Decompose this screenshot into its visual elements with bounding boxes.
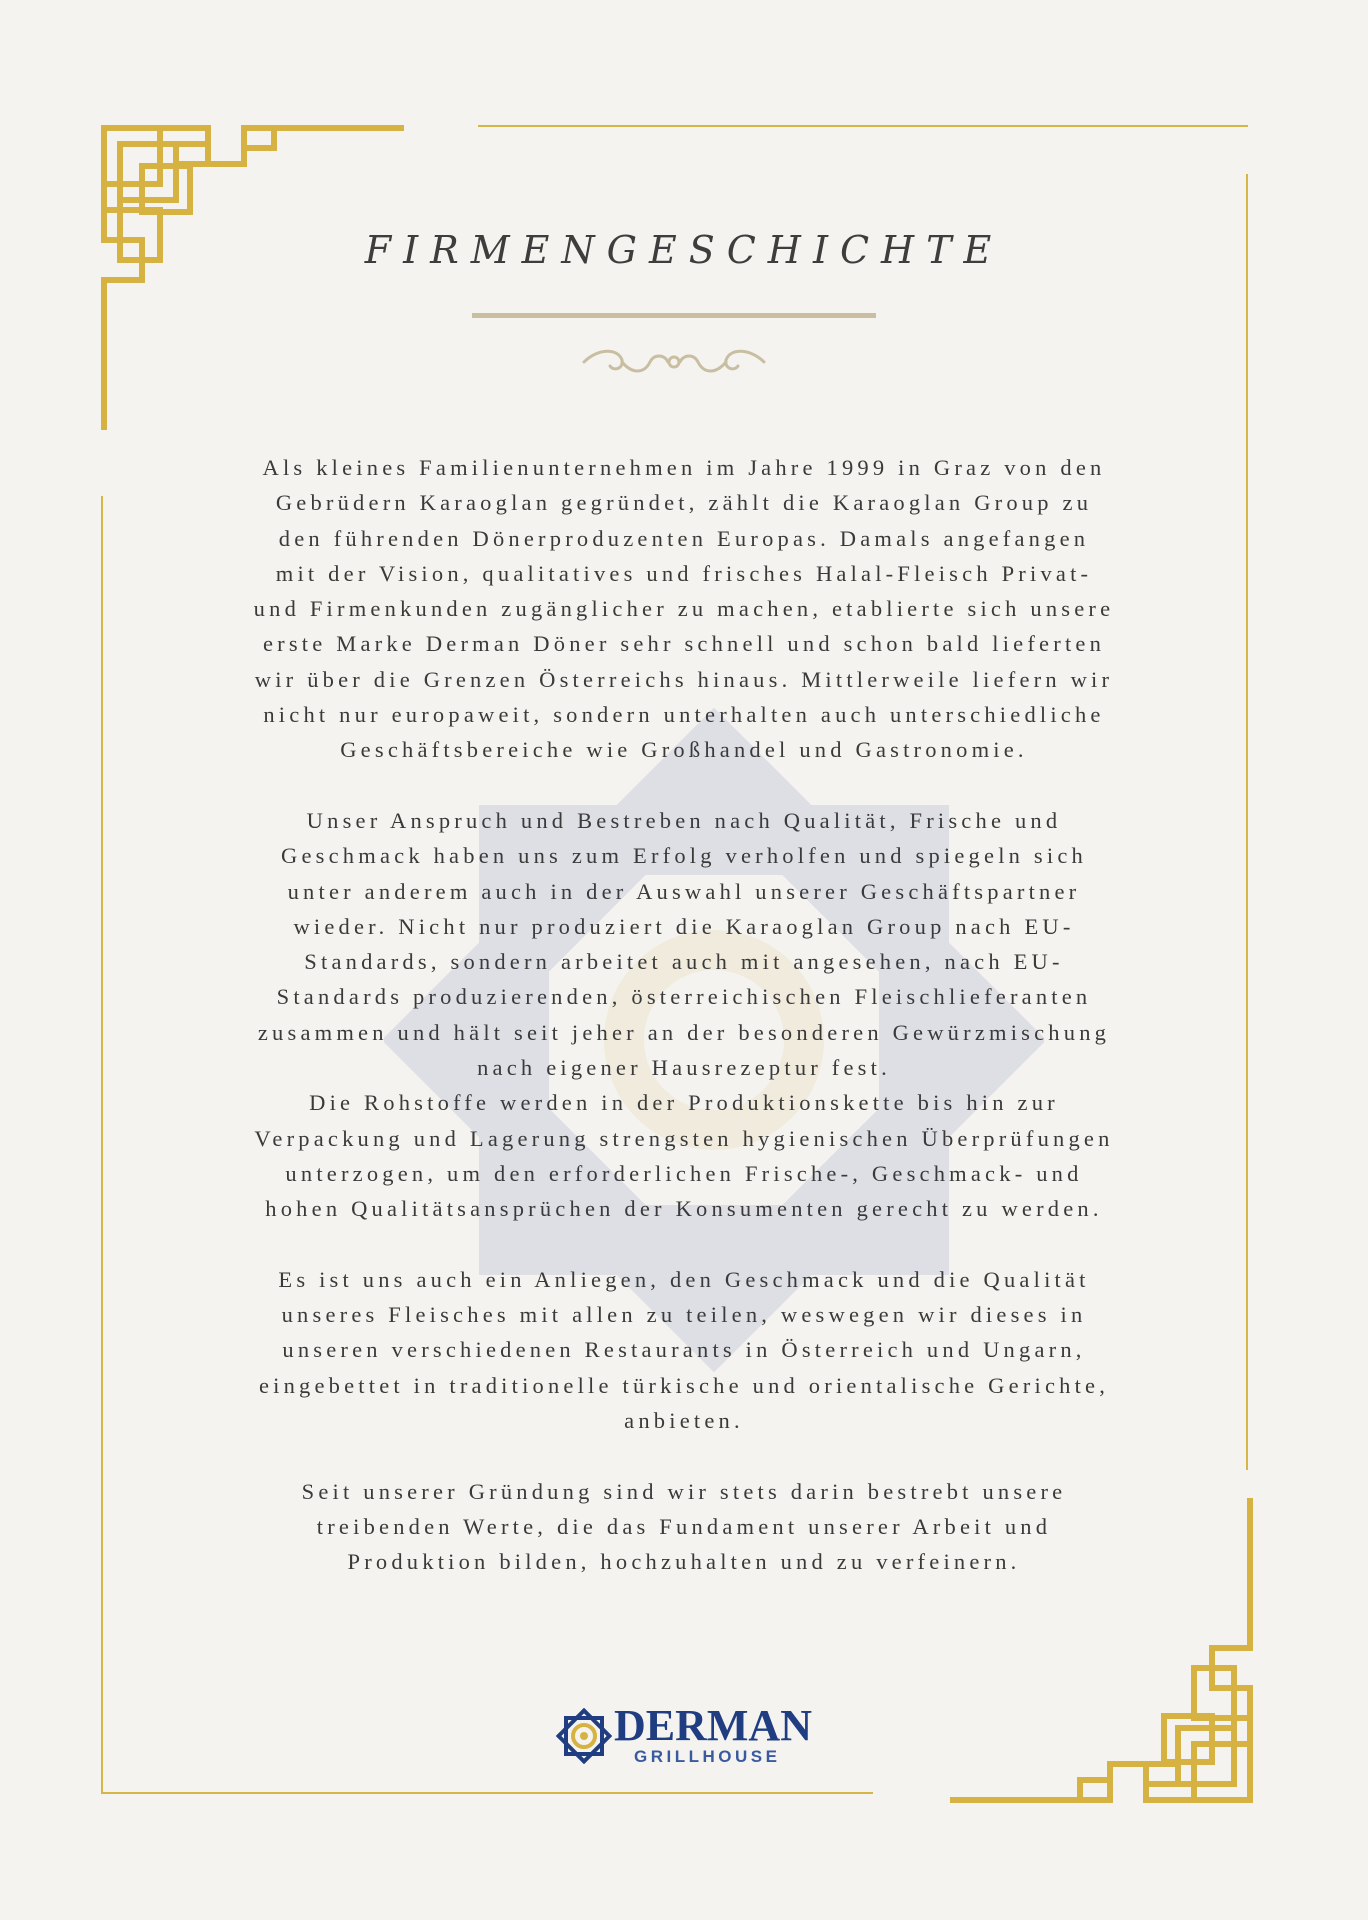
text-line: nicht nur europaweit, sondern unterhalten auch unterschiedliche <box>263 702 1105 728</box>
text-line: den führenden Dönerproduzenten Europas. Damals angefangen <box>278 525 1090 551</box>
text-line: unseren verschiedenen Restaurants in Österreich und Ungarn, <box>282 1337 1086 1363</box>
derman-logo <box>556 1700 812 1770</box>
text-line: wir über die Grenzen Österreichs hinaus. Mittlerweile liefern wir <box>254 666 1114 692</box>
frame-left-line <box>101 496 103 1794</box>
paragraph-2 <box>140 803 1228 1227</box>
text-line: Geschmack haben uns zum Erfolg verholfen und spiegeln sich <box>281 843 1087 869</box>
corner-ornament-icon <box>98 120 408 440</box>
text-line: unseres Fleisches mit allen zu teilen, weswegen wir dieses in <box>281 1302 1087 1328</box>
logo-subtitle: GRILLHOUSE <box>634 1747 781 1766</box>
text-line: nach eigener Hausrezeptur fest. <box>477 1055 891 1081</box>
frame-right-line <box>1246 174 1248 1470</box>
text-line: Unser Anspruch und Bestreben nach Qualität, Frische und <box>306 807 1062 833</box>
text-line: Standards produzierenden, österreichischen Fleischlieferanten <box>276 984 1092 1010</box>
body-text <box>140 450 1228 1615</box>
text-line: unter anderem auch in der Auswahl unserer Geschäftspartner <box>287 878 1081 904</box>
text-line: wieder. Nicht nur produziert die Karaoglan Group nach EU- <box>293 913 1075 939</box>
text-line: unterzogen, um den erforderlichen Frische-, Geschmack- und <box>285 1160 1083 1186</box>
text-line: Geschäftsbereiche wie Großhandel und Gastronomie. <box>340 737 1028 763</box>
text-line: anbieten. <box>624 1408 744 1434</box>
text-line: zusammen und hält seit jeher an der besonderen Gewürzmischung <box>257 1019 1111 1045</box>
frame-top-line <box>478 125 1248 127</box>
logo-name: DERMAN <box>614 1701 812 1750</box>
text-line: Als kleines Familienunternehmen im Jahre 1999 in Graz von den <box>262 455 1106 480</box>
flourish-icon <box>578 344 770 380</box>
paragraph-4 <box>140 1474 1228 1580</box>
text-line: Produktion bilden, hochzuhalten und zu verfeinern. <box>347 1549 1021 1575</box>
text-line: eingebettet in traditionelle türkische und orientalische Gerichte, <box>258 1372 1110 1398</box>
title-divider <box>472 313 876 318</box>
logo-star-icon <box>556 1708 612 1764</box>
text-line: treibenden Werte, die das Fundament unserer Arbeit und <box>316 1513 1052 1539</box>
text-line: erste Marke Derman Döner sehr schnell und schon bald lieferten <box>262 631 1106 657</box>
text-line: Die Rohstoffe werden in der Produktionskette bis hin zur <box>309 1090 1059 1116</box>
text-line: Verpackung und Lagerung strengsten hygienischen Überprüfungen <box>254 1125 1114 1151</box>
text-line: Gebrüdern Karaoglan gegründet, zählt die Karaoglan Group zu <box>275 490 1093 516</box>
text-line: und Firmenkunden zugänglicher zu machen, etablierte sich unsere <box>253 596 1115 622</box>
paragraph-1 <box>140 450 1228 768</box>
page-title: FIRMENGESCHICHTE <box>364 228 1004 272</box>
text-line: hohen Qualitätsansprüchen der Konsumenten gerecht zu werden. <box>265 1196 1103 1222</box>
text-line: mit der Vision, qualitatives und frisches Halal-Fleisch Privat- <box>275 560 1093 586</box>
text-line: Es ist uns auch ein Anliegen, den Geschmack und die Qualität <box>278 1266 1090 1292</box>
paragraph-3 <box>140 1262 1228 1438</box>
frame-bottom-line <box>101 1792 873 1794</box>
text-line: Seit unserer Gründung sind wir stets darin bestrebt unsere <box>301 1478 1067 1504</box>
text-line: Standards, sondern arbeitet auch mit angesehen, nach EU- <box>304 949 1064 975</box>
